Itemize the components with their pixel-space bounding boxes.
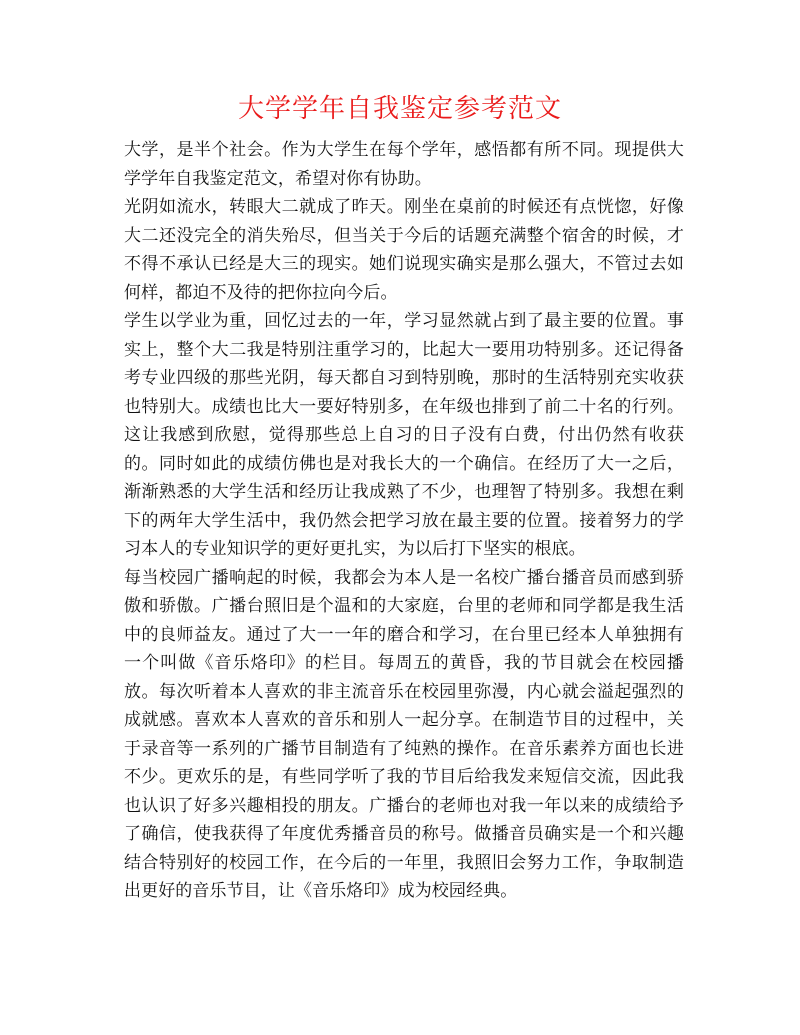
paragraph-broadcast: 每当校园广播响起的时候，我都会为本人是一名校广播台播音员而感到骄傲和骄傲。广播台照旧是个温和的大家庭，台里的老师和同学都是我生活中的良师益友。通过了大一一年的磨合和学习，在台里已经本人单独拥有一个叫做《音乐烙印》的栏目。每周五的黄昏，我的节目就会在校园播放。每次听着本人喜欢的非主流音乐在校园里弥漫，内心就会溢起强烈的成就感。喜欢本人喜欢的音乐和别人一起分享。在制造节目的过程中，关于录音等一系列的广播节目制造有了纯熟的操作。在音乐素养方面也长进不少。更欢乐的是，有些同学听了我的节目后给我发来短信交流，因此我也认识了好多兴趣相投的朋友。广播台的老师也对我一年以来的成绩给予了确信，使我获得了年度优秀播音员的称号。做播音员确实是一个和兴趣结合特别好的校园工作，在今后的一年里，我照旧会努力工作，争取制造出更好的音乐节目，让《音乐烙印》成为校园经典。	[124, 567, 684, 901]
paragraph-study: 学生以学业为重，回忆过去的一年，学习显然就占到了最主要的位置。事实上，整个大二我是特别注重学习的，比起大一要用功特别多。还记得备考专业四级的那些光阴，每天都自习到特别晚，那时的生活特别充实收获也特别大。成绩也比大一要好特别多，在年级也排到了前二十名的行列。这让我感到欣慰，觉得那些总上自习的日子没有白费，付出仍然有收获的。同时如此的成绩仿佛也是对我长大的一个确信。在经历了大一之后，渐渐熟悉的大学生活和经历让我成熟了不少，也理智了特别多。我想在剩下的两年大学生活中，我仍然会把学习放在最主要的位置。接着努力的学习本人的专业知识学的更好更扎实，为以后打下坚实的根底。	[124, 311, 684, 559]
document-body	[124, 136, 684, 906]
document-title: 大学学年自我鉴定参考范文	[237, 94, 562, 124]
paragraph-time: 光阴如流水，转眼大二就成了昨天。刚坐在桌前的时候还有点恍惚，好像大二还没完全的消失殆尽，但当关于今后的话题充满整个宿舍的时候，才不得不承认已经是大三的现实。她们说现实确实是那么强大，不管过去如何样，都迫不及待的把你拉向今后。	[124, 197, 684, 303]
paragraph-intro: 大学，是半个社会。作为大学生在每个学年，感悟都有所不同。现提供大学学年自我鉴定范文，希望对你有协助。	[124, 140, 684, 189]
